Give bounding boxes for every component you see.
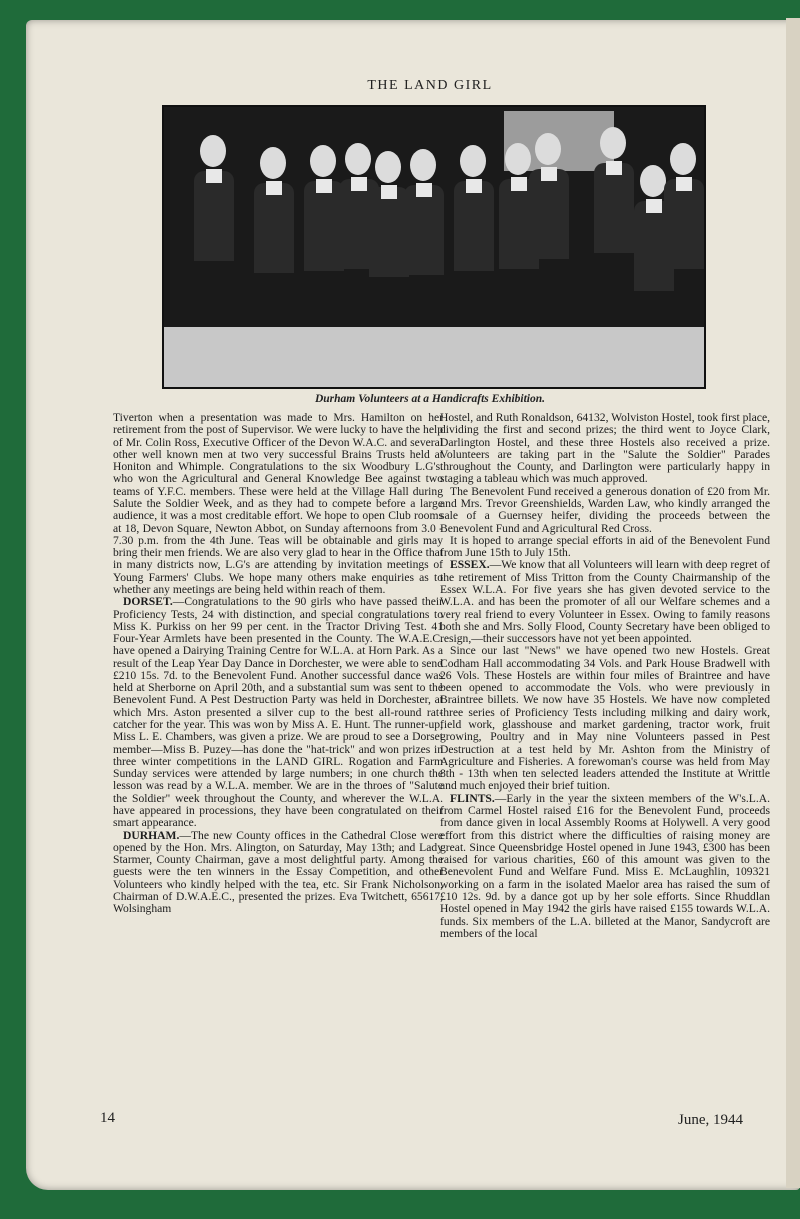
issue-date: June, 1944 bbox=[678, 1112, 743, 1128]
article-paragraph bbox=[440, 645, 770, 792]
county-heading: FLINTS. bbox=[450, 791, 495, 805]
paragraph-text: Tiverton when a presentation was made to Mrs. Hamilton on her retirement from the post of Supervisor. We were lucky to have the help of Mr. Colin Ross, Executive Officer of the Devon W.A.C. and several other well known men at two very successful Brains Trusts held at Honiton and Whimple. Congratulations to the six Woodbury L.G's. who won the Agricultural and General Knowledge Bee against two teams of Y.F.C. members. These were held at the Village Hall during Salute the Soldier Week, and as they had to compete before a large audience, it was a most creditable effort. We hope to open Club rooms at 18, Devon Square, Newton Abbot, on Sunday afternoons from 3.0 - 7.30 p.m. from the 4th June. Teas will be obtainable and girls may bring their men friends. We are also very glad to hear in the Office that in many districts now, L.G's are attending by invitation meetings of Young Farmers' Clubs. We hope many others make enquiries as to whether any meetings are being held within reach of them. bbox=[113, 412, 443, 596]
paragraph-text: Since our last "News" we have opened two new Hostels. Great Codham Hall accommodating 34 Vols. and Park House Bradwell with 26 Vols. These Hostels are within four miles of Braintree and have been opened to accommodate the Vols. who were previously in Braintree billets. We now have 35 Hostels. We have now completed three series of Proficiency Tests including milking and dairy work, field work, glasshouse and market gardening, tractor work, fruit growing, Poultry and in May nine Volunteers passed in Pest Destruction at a test held by Mr. Ashton from the Ministry of Agriculture and Fisheries. A forewoman's course was held from May 8th - 13th when ten selected leaders attended the Institute at Writtle and much enjoyed their brief tuition. bbox=[440, 644, 770, 793]
photo-caption: Durham Volunteers at a Handicrafts Exhibition. bbox=[314, 393, 546, 405]
article-paragraph bbox=[440, 793, 770, 940]
page-title: THE LAND GIRL bbox=[367, 78, 493, 93]
paragraph-text: —Early in the year the sixteen members of the W's.L.A. from Carmel Hostel raised £16 for the Benevolent Fund, proceeds from dance given in local Assembly Rooms at Holywell. A very good effort from this district where the difficulties of raising money are great. Since Queensbridge Hostel opened in June 1943, £300 has been raised for various charities, £60 of this amount was given to the Benevolent Fund and Welfare Fund. Miss E. McLaughlin, 109321 working on a farm in the isolated Maelor area has raised the sum of £10 12s. 9d. by a dance got up by her sole efforts. Since Rhuddlan Hostel opened in May 1942 the girls have raised £155 towards W.L.A. funds. Six members of the L.A. billeted at the Manor, Sandycroft are members of the local bbox=[440, 791, 770, 940]
paragraph-text: —The new County offices in the Cathedral Close were opened by the Hon. Mrs. Alington, on Saturday, May 13th; and Lady Starmer, County Chairman, gave a most delightful party. Among the guests were the ten winners in the Essay Competition, and other Volunteers who kindly helped with the tea, etc. Sir Frank Nicholson, Chairman of D.W.A.E.C., presented the prizes. Eva Twitchett, 65617, Wolsingham bbox=[113, 828, 443, 916]
paragraph-text: The Benevolent Fund received a generous donation of £20 from Mr. and Mrs. Trevor Greenshields, Warden Law, who kindly arranged the sale of a Guernsey heifer, dividing the proceeds between the Benevolent Fund and Agricultural Red Cross. bbox=[440, 484, 770, 535]
group-photo bbox=[162, 105, 706, 389]
paragraph-text: —We know that all Volunteers will learn with deep regret of the retirement of Miss Tritton from the County Chairmanship of the Essex W.L.A. For five years she has given devoted service to the W.L.A. and has been the promoter of all our Welfare schemes and a very real friend to every Volunteer in Essex. Owing to family reasons both she and Mrs. Solly Flood, County Secretary have been obliged to resign,—their successors have not yet been appointed. bbox=[440, 558, 770, 646]
article-paragraph bbox=[440, 486, 770, 535]
paragraph-text: —Congratulations to the 90 girls who have passed their Proficiency Tests, 24 with distinction, and special congratulations to Miss K. Purkiss on her 99 per cent. in the Tractor Driving Test. 41 Four-Year Armlets have been presented in the County. The W.A.E.C. have opened a Dairying Training Centre for W.L.A. at Horn Park. As a result of the Leap Year Day Dance in Dorchester, we were able to send £210 15s. 7d. to the Benevolent Fund. Another successful dance was held at Sherborne on April 20th, and a substantial sum was sent to the Benevolent Fund. A Pest Destruction Party was held in Dorchester, at which Mrs. Aston presented a silver cup to the best all-round rat-catcher for the year. This was won by Miss A. E. Hunt. The runner-up, Miss L. E. Chambers, was given a prize. We are proud to see a Dorset member—Miss B. Puzey—has done the "hat-trick" and won prizes in three winter competitions in the LAND GIRL. Rogation and Farm Sunday services were attended by large numbers; in one church the lesson was read by a W.L.A. member. We are in the throes of "Salute the Soldier" week throughout the County, and wherever the W.L.A. have appeared in processions, they have been congratulated on their smart appearance. bbox=[113, 595, 443, 830]
article-paragraph bbox=[440, 535, 770, 560]
article-paragraph bbox=[440, 559, 770, 645]
left-column bbox=[113, 412, 443, 1092]
article-paragraph bbox=[113, 830, 443, 916]
paragraph-text: Hostel, and Ruth Ronaldson, 64132, Wolviston Hostel, took first place, dividing the first and second prizes; the third went to Joyce Clark, Darlington Hostel, and these three Hostels also received a prize. Volunteers are taking part in the "Salute the Soldier" Parades throughout the County, and Darlington were particularly happy in staging a tableau which was much approved. bbox=[440, 412, 770, 486]
paragraph-text: It is hoped to arrange special efforts in aid of the Benevolent Fund from June 15th to July 15th. bbox=[440, 533, 770, 560]
next-page-edge bbox=[786, 18, 800, 1188]
right-column bbox=[440, 412, 770, 1092]
county-heading: ESSEX. bbox=[450, 558, 490, 572]
photo-exhibition-table bbox=[164, 327, 704, 387]
article-paragraph bbox=[440, 412, 770, 486]
article-paragraph bbox=[113, 596, 443, 829]
article-paragraph bbox=[113, 412, 443, 596]
county-heading: DORSET. bbox=[123, 595, 173, 609]
page-number: 14 bbox=[100, 1110, 115, 1126]
county-heading: DURHAM. bbox=[123, 828, 180, 842]
